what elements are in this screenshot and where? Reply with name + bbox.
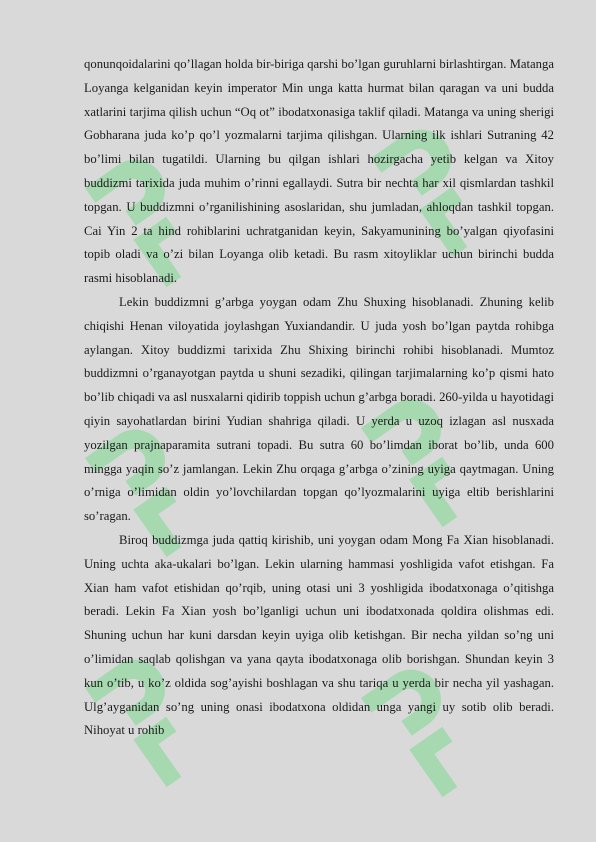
paragraph: Biroq buddizmga juda qattiq kirishib, uni yoygan odam Mong Fa Xian hisoblanadi. Uning uchta aka-ukalari bo’lgan. Lekin ularning hammasi yoshligida vafot etishgan. Fa Xian ham vafot etishidan qo’rqib, uning otasi uni 3 yoshligida ibodatxonaga o’qitishga beradi. Lekin Fa Xian yosh bo’lganligi uchun uni ibodatxonada qoldira olishmas edi. Shuning uchun har kuni darsdan keyin uyiga olib ketishgan. Bir necha yildan so’ng uni o’limidan saqlab qolishgan va yana qayta ibodatxonaga olib borishgan. Shundan keyin 3 kun o’tib, u ko’z oldida sog’ayishi boshlagan va shu tariqa u yerda bir necha yil yashagan. Ulg’ayganidan so’ng uning onasi ibodatxona oldidan unga yangi uy sotib olib beradi. Nihoyat u rohib [84, 532, 554, 738]
paragraph: qonunqoidalarini qo’llagan holda bir-biriga qarshi bo’lgan guruhlarni birlashtirgan. Matanga Loyanga kelganidan keyin imperator Min unga katta hurmat bilan qaragan va uni budda xatlarini tarjima qilish uchun “Oq ot” ibodatxonasiga taklif qiladi. Matanga va uning sherigi Gobharana juda ko’p qo’l yozmalarni tarjima qilishgan. Ularning ilk ishlari Sutraning 42 bo’limi bilan tugatildi. Ularning bu qilgan ishlari hozirgacha yetib kelgan va Xitoy buddizmi tarixida juda muhim o’rinni egallaydi. Sutra bir nechta har xil qismlardan tashkil topgan. U buddizmni o’rganilishining asoslaridan, shu jumladan, ahloqdan tashkil topgan. Cai Yin 2 ta hind rohiblarini uchratganidan keyin, Sakyamunining bo’yalgan qiyofasini topib oladi va o’zi bilan Loyanga olib ketadi. Bu rasm xitoyliklar uchun birinchi budda rasmi hisoblanadi. [84, 57, 554, 286]
paragraph: Lekin buddizmni g’arbga yoygan odam Zhu Shuxing hisoblanadi. Zhuning kelib chiqishi Henan viloyatida joylashgan Yuxiandandir. U juda yosh bo’lgan paytda rohibga aylangan. Xitoy buddizmi tarixida Zhu Shixing birinchi rohibi hisoblanadi. Mumtoz buddizmni o’rganayotgan paytda u shuni sezadiki, qilingan tarjimalarning ko’p qismi hato bo’lib chiqadi va asl nusxalarni qidirib toppish uchun g’arbga boradi. 260-yilda u hayotidagi qiyin sayohatlardan birini Yudian shahriga qiladi. U yerda u uzoq izlagan asl nusxada yozilgan prajnaparamita sutrani topadi. Bu sutra 60 bo’limdan iborat bo’lib, unda 600 mingga yaqin so’z jamlangan. Lekin Zhu orqaga g’arbga o’zining uyiga qaytmagan. Uning o’rniga o’limidan oldin yo’lovchilardan topgan qo’lyozmalarini uyiga eltib berishlarini so’ragan. [84, 294, 554, 524]
body-text [84, 53, 554, 743]
